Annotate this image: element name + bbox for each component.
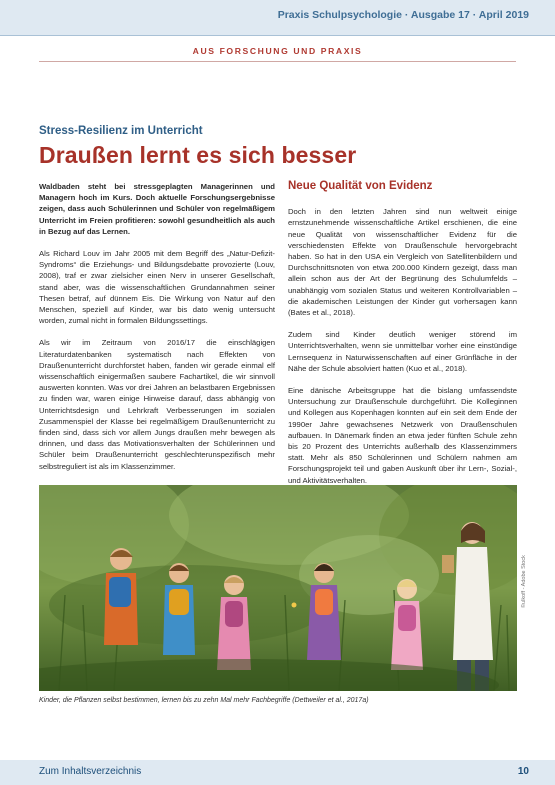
photo-credit: ©ulkoff - Adobe Stock [521, 555, 527, 608]
article-kicker: Stress-Resilienz im Unterricht [39, 125, 203, 137]
page-number: 10 [517, 766, 529, 777]
page-footer [0, 760, 555, 785]
photo-caption: Kinder, die Pflanzen selbst bestimmen, lernen bis zu zehn Mal mehr Fachbegriffe (Dettweiler et al., 2017a) [39, 697, 369, 704]
section-rule [39, 61, 516, 62]
page-header [0, 0, 555, 36]
toc-link[interactable]: Zum Inhaltsverzeichnis [39, 766, 142, 777]
section-label: AUS FORSCHUNG UND PRAXIS [192, 46, 363, 56]
subheading: Neue Qualität von Evidenz [288, 180, 433, 192]
article-lead: Waldbaden steht bei stressgeplagten Managerinnen und Managern hoch im Kurs. Doch aktuelle Forschungsergebnisse zeigen, dass auch Schülerinnen und Schüler von regelmäßigem Unterricht im Freien profitieren: sowohl gesundheitlich als auch in Bezug auf das Lernen. [39, 182, 275, 236]
paragraph: Doch in den letzten Jahren sind nun weltweit einige ernstzunehmende wissenschaftliche Artikel erschienen, die eine neue Qualität von wissenschaftlicher Evidenz für die verschiedensten Effekte von Draußenschule hervorgebracht haben. So hat in den USA ein Vergleich von Satellitenbildern und Durchschnittsnoten von etwa 200.000 Kindern gezeigt, dass man allein schon aus der Art der Begrünung des Schulumfelds – unabhängig vom sozialen Status und weiteren Kontrollvariablen – die akademischen Leistungen der Kinder gut vorhersagen kann (Bates et al., 2018). [288, 207, 517, 318]
publication-info: Praxis Schulpsychologie · Ausgabe 17 · April 2019 [277, 9, 529, 21]
paragraph: Eine dänische Arbeitsgruppe hat die bislang umfassendste Untersuchung zur Draußenschule durchgeführt. Die Kolleginnen und Kollegen aus Kopenhagen konnten auf ein seit dem Ende der 1990er Jahre gewachsenes Netzwerk von Draußenschulen aufbauen. In Dänemark finden an etwa jeder fünften Schule zehn bis 20 Prozent des Unterrichts außerhalb des Klassenzimmers statt. Mehr als 850 Schülerinnen und Schülern nahmen am Forschungsprojekt teil und gaben Auskunft über ihr Lern-, Sozial-, und Aktivitätsverhalten. [288, 386, 517, 485]
text-column-left [39, 181, 275, 483]
text-column-right [288, 181, 517, 497]
article-title: Draußen lernt es sich besser [39, 142, 357, 168]
paragraph: Zudem sind Kinder deutlich weniger störend im Unterrichtsverhalten, wenn sie unmittelbar vorher eine einstündige Lernsequenz in Naturwissenschaften auf einer Grünfläche in der Nähe der Schule absolviert hatten (Kuo et al., 2018). [288, 330, 517, 373]
paragraph: Als wir im Zeitraum von 2016/17 die einschlägigen Literaturdatenbanken systematisch nach Effekten von Draußenunterricht durchforstet haben, fanden wir gerade einmal elf wissenschaftlich einigermaßen saubere Fachartikel, die wir sinnvoll auswerten konnten. Was vor drei Jahren an belastbaren Ergebnissen zu finden war, waren einige Hinweise darauf, dass abhängig von Unterrichtsdesign und Lehrkraft Verbesserungen im sozialen Zusammenspiel der Klasse bei regelmäßigem Draußenunterricht zu finden sind, dass sich vor allem Jungs draußen mehr bewegen als drinnen, und dass das Motivationsverhalten der Schülerinnen und Schüler beim Draußenunterricht geschlechterunspezifisch mehr selbstreguliert ist als im Klassenzimmer. [39, 338, 275, 471]
paragraph: Als Richard Louv im Jahr 2005 mit dem Begriff des „Natur-Defizit-Syndroms“ die Erziehungs- und Bildungsdebatte provozierte (Louv, 2008), traf er zwar zielsicher einen Nerv in unserer Gesellschaft, stand aber, was die wissenschaftlichen Grundannahmen seiner Thesen betraf, auf dünnem Eis. Die Wirkung von Natur auf den Menschen, speziell auf Kinder, war bis dato wenig untersucht worden, zumal nicht in formalen Bildungssettings. [39, 249, 275, 326]
article-photo [39, 485, 517, 691]
header-rule [0, 35, 555, 36]
